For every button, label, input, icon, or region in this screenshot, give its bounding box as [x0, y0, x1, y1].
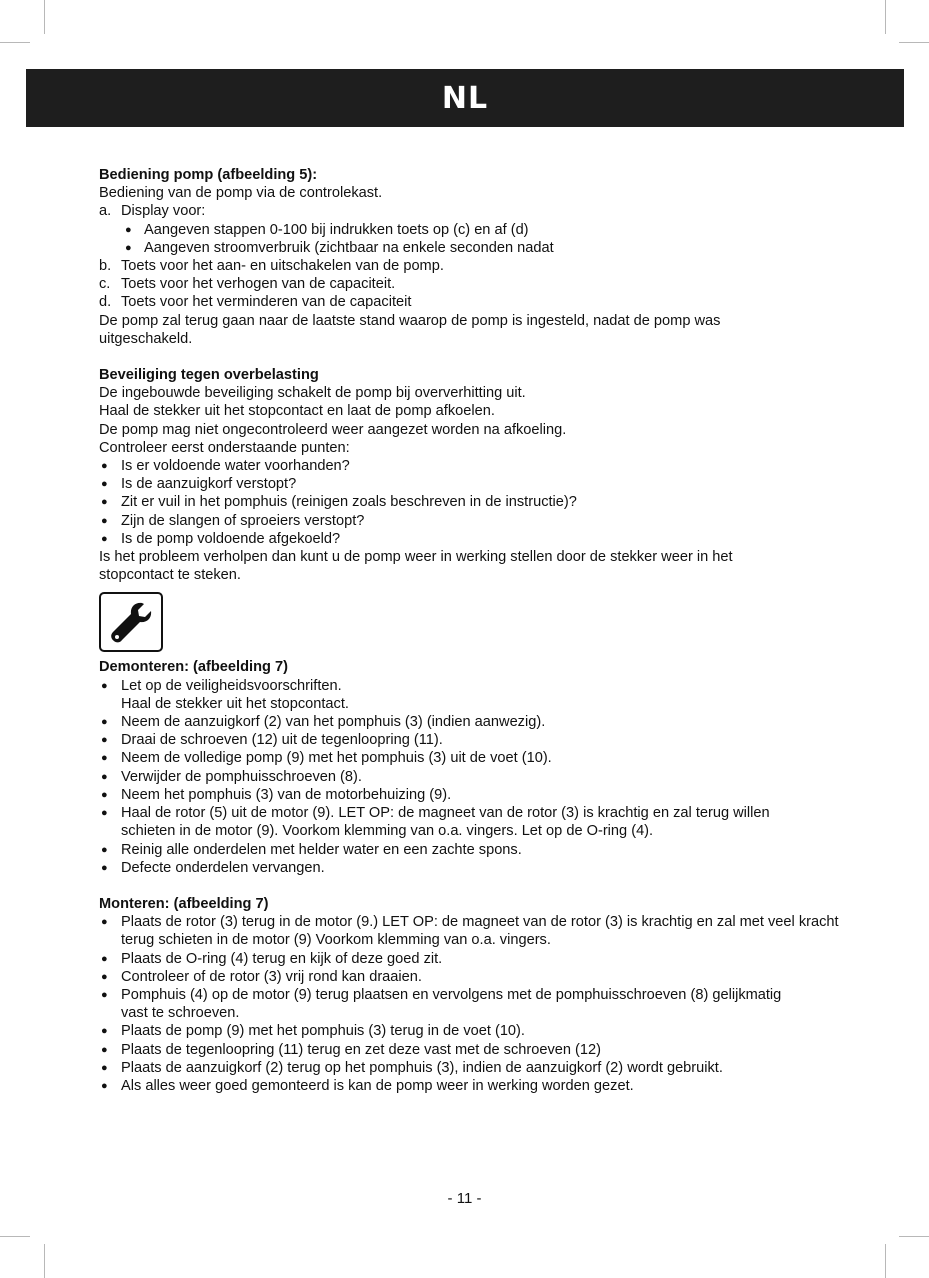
section-title-monteren: Monteren: (afbeelding 7) — [99, 895, 269, 912]
language-header-bar — [26, 69, 904, 127]
crop-mark — [899, 1236, 929, 1237]
crop-mark — [0, 42, 30, 43]
list-item: ● Neem de aanzuigkorf (2) van het pomphuis (3) (indien aanwezig). — [101, 714, 546, 731]
list-item: ● Zijn de slangen of sproeiers verstopt? — [101, 512, 365, 529]
paragraph: Bediening van de pomp via de controlekast. — [99, 185, 383, 202]
crop-mark — [0, 1236, 30, 1237]
bullet-icon: ● — [101, 514, 108, 527]
list-item: ● Plaats de pomp (9) met het pomphuis (3) terug in de voet (10). — [101, 1023, 525, 1040]
language-code: NL — [441, 80, 489, 116]
bullet-icon: ● — [101, 496, 108, 509]
list-item: ● Controleer of de rotor (3) vrij rond kan draaien. — [101, 968, 422, 985]
section-title-bediening: Bediening pomp (afbeelding 5): — [99, 167, 318, 183]
bullet-icon: ● — [101, 752, 108, 765]
list-item: d. Toets voor het verminderen van de capaciteit — [99, 294, 412, 311]
list-item: a. Display voor: — [99, 203, 206, 220]
bullet-icon: ● — [101, 679, 108, 692]
bullet-icon: ● — [101, 843, 108, 856]
list-item: ● Zit er vuil in het pomphuis (reinigen zoals beschreven in de instructie)? — [101, 494, 577, 511]
wrench-icon — [99, 592, 163, 652]
bullet-icon: ● — [101, 788, 108, 801]
list-item: ● Plaats de rotor (3) terug in de motor (9.) LET OP: de magneet van de rotor (3) is krachtig en zal met veel kracht terug schieten in de motor (9) Voorkom klemming van o.a. vingers. — [101, 914, 839, 949]
bullet-icon: ● — [101, 1061, 108, 1074]
list-item: c. Toets voor het verhogen van de capaciteit. — [99, 276, 396, 293]
paragraph: De pomp mag niet ongecontroleerd weer aangezet worden na afkoeling. — [99, 421, 567, 438]
list-item: ● Is de pomp voldoende afgekoeld? — [101, 530, 341, 547]
list-item: ● Draai de schroeven (12) uit de tegenloopring (11). — [101, 732, 443, 749]
bullet-icon: ● — [101, 916, 108, 929]
list-item: ● Let op de veiligheidsvoorschriften. — [101, 677, 342, 694]
list-item: ● Plaats de aanzuigkorf (2) terug op het pomphuis (3), indien de aanzuigkorf (2) wordt gebruikt. — [101, 1059, 723, 1076]
bullet-icon: ● — [101, 1043, 108, 1056]
list-item: b. Toets voor het aan- en uitschakelen van de pomp. — [99, 258, 444, 275]
list-item: ● Als alles weer goed gemonteerd is kan de pomp weer in werking worden gezet. — [101, 1077, 634, 1094]
section-title-demonteren: Demonteren: (afbeelding 7) — [99, 659, 288, 676]
paragraph: De pomp zal terug gaan naar de laatste stand waarop de pomp is ingesteld, nadat de pomp was uitgeschakeld. — [99, 312, 721, 347]
bullet-icon: ● — [101, 988, 108, 1001]
crop-mark — [885, 0, 886, 34]
bullet-icon: ● — [101, 532, 108, 545]
list-item: ● Aangeven stappen 0-100 bij indrukken toets op (c) en af (d) — [125, 221, 529, 238]
crop-mark — [44, 0, 45, 34]
crop-mark — [44, 1244, 45, 1278]
bullet-icon: ● — [101, 807, 108, 820]
paragraph: De ingebouwde beveiliging schakelt de pomp bij oververhitting uit. — [99, 385, 526, 402]
paragraph: Haal de stekker uit het stopcontact en laat de pomp afkoelen. — [99, 403, 495, 420]
list-item-continuation: Haal de stekker uit het stopcontact. — [121, 695, 349, 712]
list-item: ● Is er voldoende water voorhanden? — [101, 458, 350, 475]
paragraph: Controleer eerst onderstaande punten: — [99, 439, 350, 456]
bullet-icon: ● — [101, 460, 108, 473]
bullet-icon: ● — [101, 716, 108, 729]
bullet-icon: ● — [125, 241, 132, 254]
bullet-icon: ● — [101, 861, 108, 874]
bullet-icon: ● — [101, 478, 108, 491]
page-number: - 11 - — [447, 1190, 482, 1207]
bullet-icon: ● — [101, 1025, 108, 1038]
bullet-icon: ● — [101, 734, 108, 747]
bullet-icon: ● — [101, 770, 108, 783]
list-item: ● Aangeven stroomverbruik (zichtbaar na enkele seconden nadat — [125, 239, 554, 256]
list-item: ● Verwijder de pomphuisschroeven (8). — [101, 768, 362, 785]
list-item: ● Haal de rotor (5) uit de motor (9). LET OP: de magneet van de rotor (3) is krachtig en zal terug willen schieten in de motor (9). Voorkom klemming van o.a. vingers. Let op de O-ring (4). — [101, 805, 770, 840]
list-item: ● Defecte onderdelen vervangen. — [101, 859, 325, 876]
paragraph: Is het probleem verholpen dan kunt u de pomp weer in werking stellen door de stekker weer in het stopcontact te steken. — [99, 549, 733, 584]
list-item: ● Reinig alle onderdelen met helder water en een zachte spons. — [101, 841, 522, 858]
bullet-icon: ● — [101, 970, 108, 983]
bullet-icon: ● — [125, 223, 132, 236]
list-item: ● Neem de volledige pomp (9) met het pomphuis (3) uit de voet (10). — [101, 750, 552, 767]
list-item: ● Neem het pomphuis (3) van de motorbehuizing (9). — [101, 786, 452, 803]
crop-mark — [885, 1244, 886, 1278]
section-title-beveiliging: Beveiliging tegen overbelasting — [99, 367, 319, 384]
bullet-icon: ● — [101, 1079, 108, 1092]
crop-mark — [899, 42, 929, 43]
list-item: ● Is de aanzuigkorf verstopt? — [101, 476, 297, 493]
list-item: ● Pomphuis (4) op de motor (9) terug plaatsen en vervolgens met de pomphuisschroeven (8) gelijkmatig vast te schroeven. — [101, 986, 782, 1022]
page-content — [99, 166, 899, 1095]
list-item: ● Plaats de tegenloopring (11) terug en zet deze vast met de schroeven (12) — [101, 1041, 601, 1058]
list-item: ● Plaats de O-ring (4) terug en kijk of deze goed zit. — [101, 950, 443, 967]
bullet-icon: ● — [101, 952, 108, 965]
